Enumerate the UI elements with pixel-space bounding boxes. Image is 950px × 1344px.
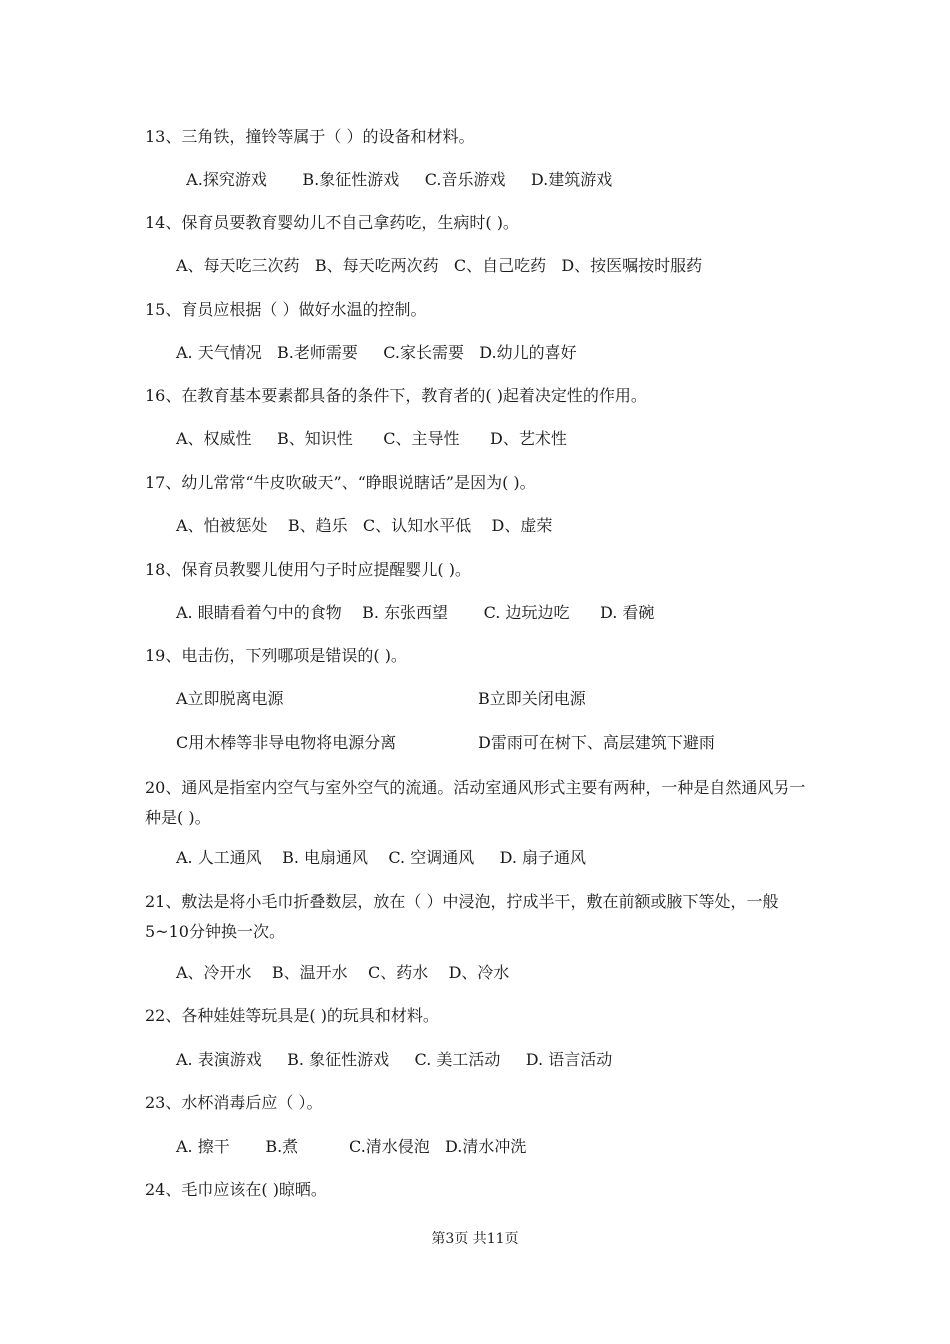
question-18: 18、保育员教婴儿使用勺子时应提醒婴儿( )。 — [145, 560, 471, 579]
question-14-options: A、每天吃三次药 B、每天吃两次药 C、自己吃药 D、按医嘱按时服药 — [176, 256, 703, 275]
question-15: 15、育员应根据（ ）做好水温的控制。 — [145, 300, 427, 319]
question-21: 21、敷法是将小毛巾折叠数层，放在（ ）中浸泡，拧成半干，敷在前额或腋下等处，一般5~10分钟换一次。 — [145, 892, 779, 941]
question-13-options: A.探究游戏 B.象征性游戏 C.音乐游戏 D.建筑游戏 — [176, 170, 613, 189]
question-19-option-d: D雷雨可在树下、高层建筑下避雨 — [478, 733, 715, 752]
question-14: 14、保育员要教育婴幼儿不自己拿药吃，生病时( )。 — [145, 213, 519, 232]
question-15-options: A. 天气情况 B.老师需要 C.家长需要 D.幼儿的喜好 — [176, 343, 577, 362]
question-22: 22、各种娃娃等玩具是( )的玩具和材料。 — [145, 1006, 439, 1025]
question-17: 17、幼儿常常“牛皮吹破天”、“睁眼说瞎话”是因为( )。 — [145, 473, 536, 492]
question-13: 13、三角铁，撞铃等属于（ ）的设备和材料。 — [145, 127, 475, 146]
question-20-options: A. 人工通风 B. 电扇通风 C. 空调通风 D. 扇子通风 — [176, 848, 587, 867]
question-22-options: A. 表演游戏 B. 象征性游戏 C. 美工活动 D. 语言活动 — [176, 1050, 613, 1069]
question-23-options: A. 擦干 B.煮 C.清水侵泡 D.清水冲洗 — [176, 1137, 527, 1156]
question-19-option-c: C用木棒等非导电物将电源分离 — [176, 733, 397, 752]
question-16-options: A、权威性 B、知识性 C、主导性 D、艺术性 — [176, 429, 567, 448]
question-16: 16、在教育基本要素都具备的条件下，教育者的( )起着决定性的作用。 — [145, 386, 647, 405]
page-footer: 第3页 共11页 — [431, 1231, 519, 1247]
question-17-options: A、怕被惩处 B、趋乐 C、认知水平低 D、虚荣 — [176, 516, 553, 535]
question-19-option-b: B立即关闭电源 — [478, 689, 586, 708]
question-23: 23、水杯消毒后应（ ）。 — [145, 1093, 323, 1112]
question-19-option-a: A立即脱离电源 — [176, 689, 284, 708]
question-19: 19、电击伤，下列哪项是错误的( )。 — [145, 646, 407, 665]
question-20: 20、通风是指室内空气与室外空气的流通。活动室通风形式主要有两种，一种是自然通风另一种是( )。 — [145, 778, 806, 827]
question-24: 24、毛巾应该在( )晾晒。 — [145, 1180, 327, 1199]
question-18-options: A. 眼睛看着勺中的食物 B. 东张西望 C. 边玩边吃 D. 看碗 — [176, 603, 655, 622]
question-21-options: A、冷开水 B、温开水 C、药水 D、冷水 — [176, 963, 510, 982]
